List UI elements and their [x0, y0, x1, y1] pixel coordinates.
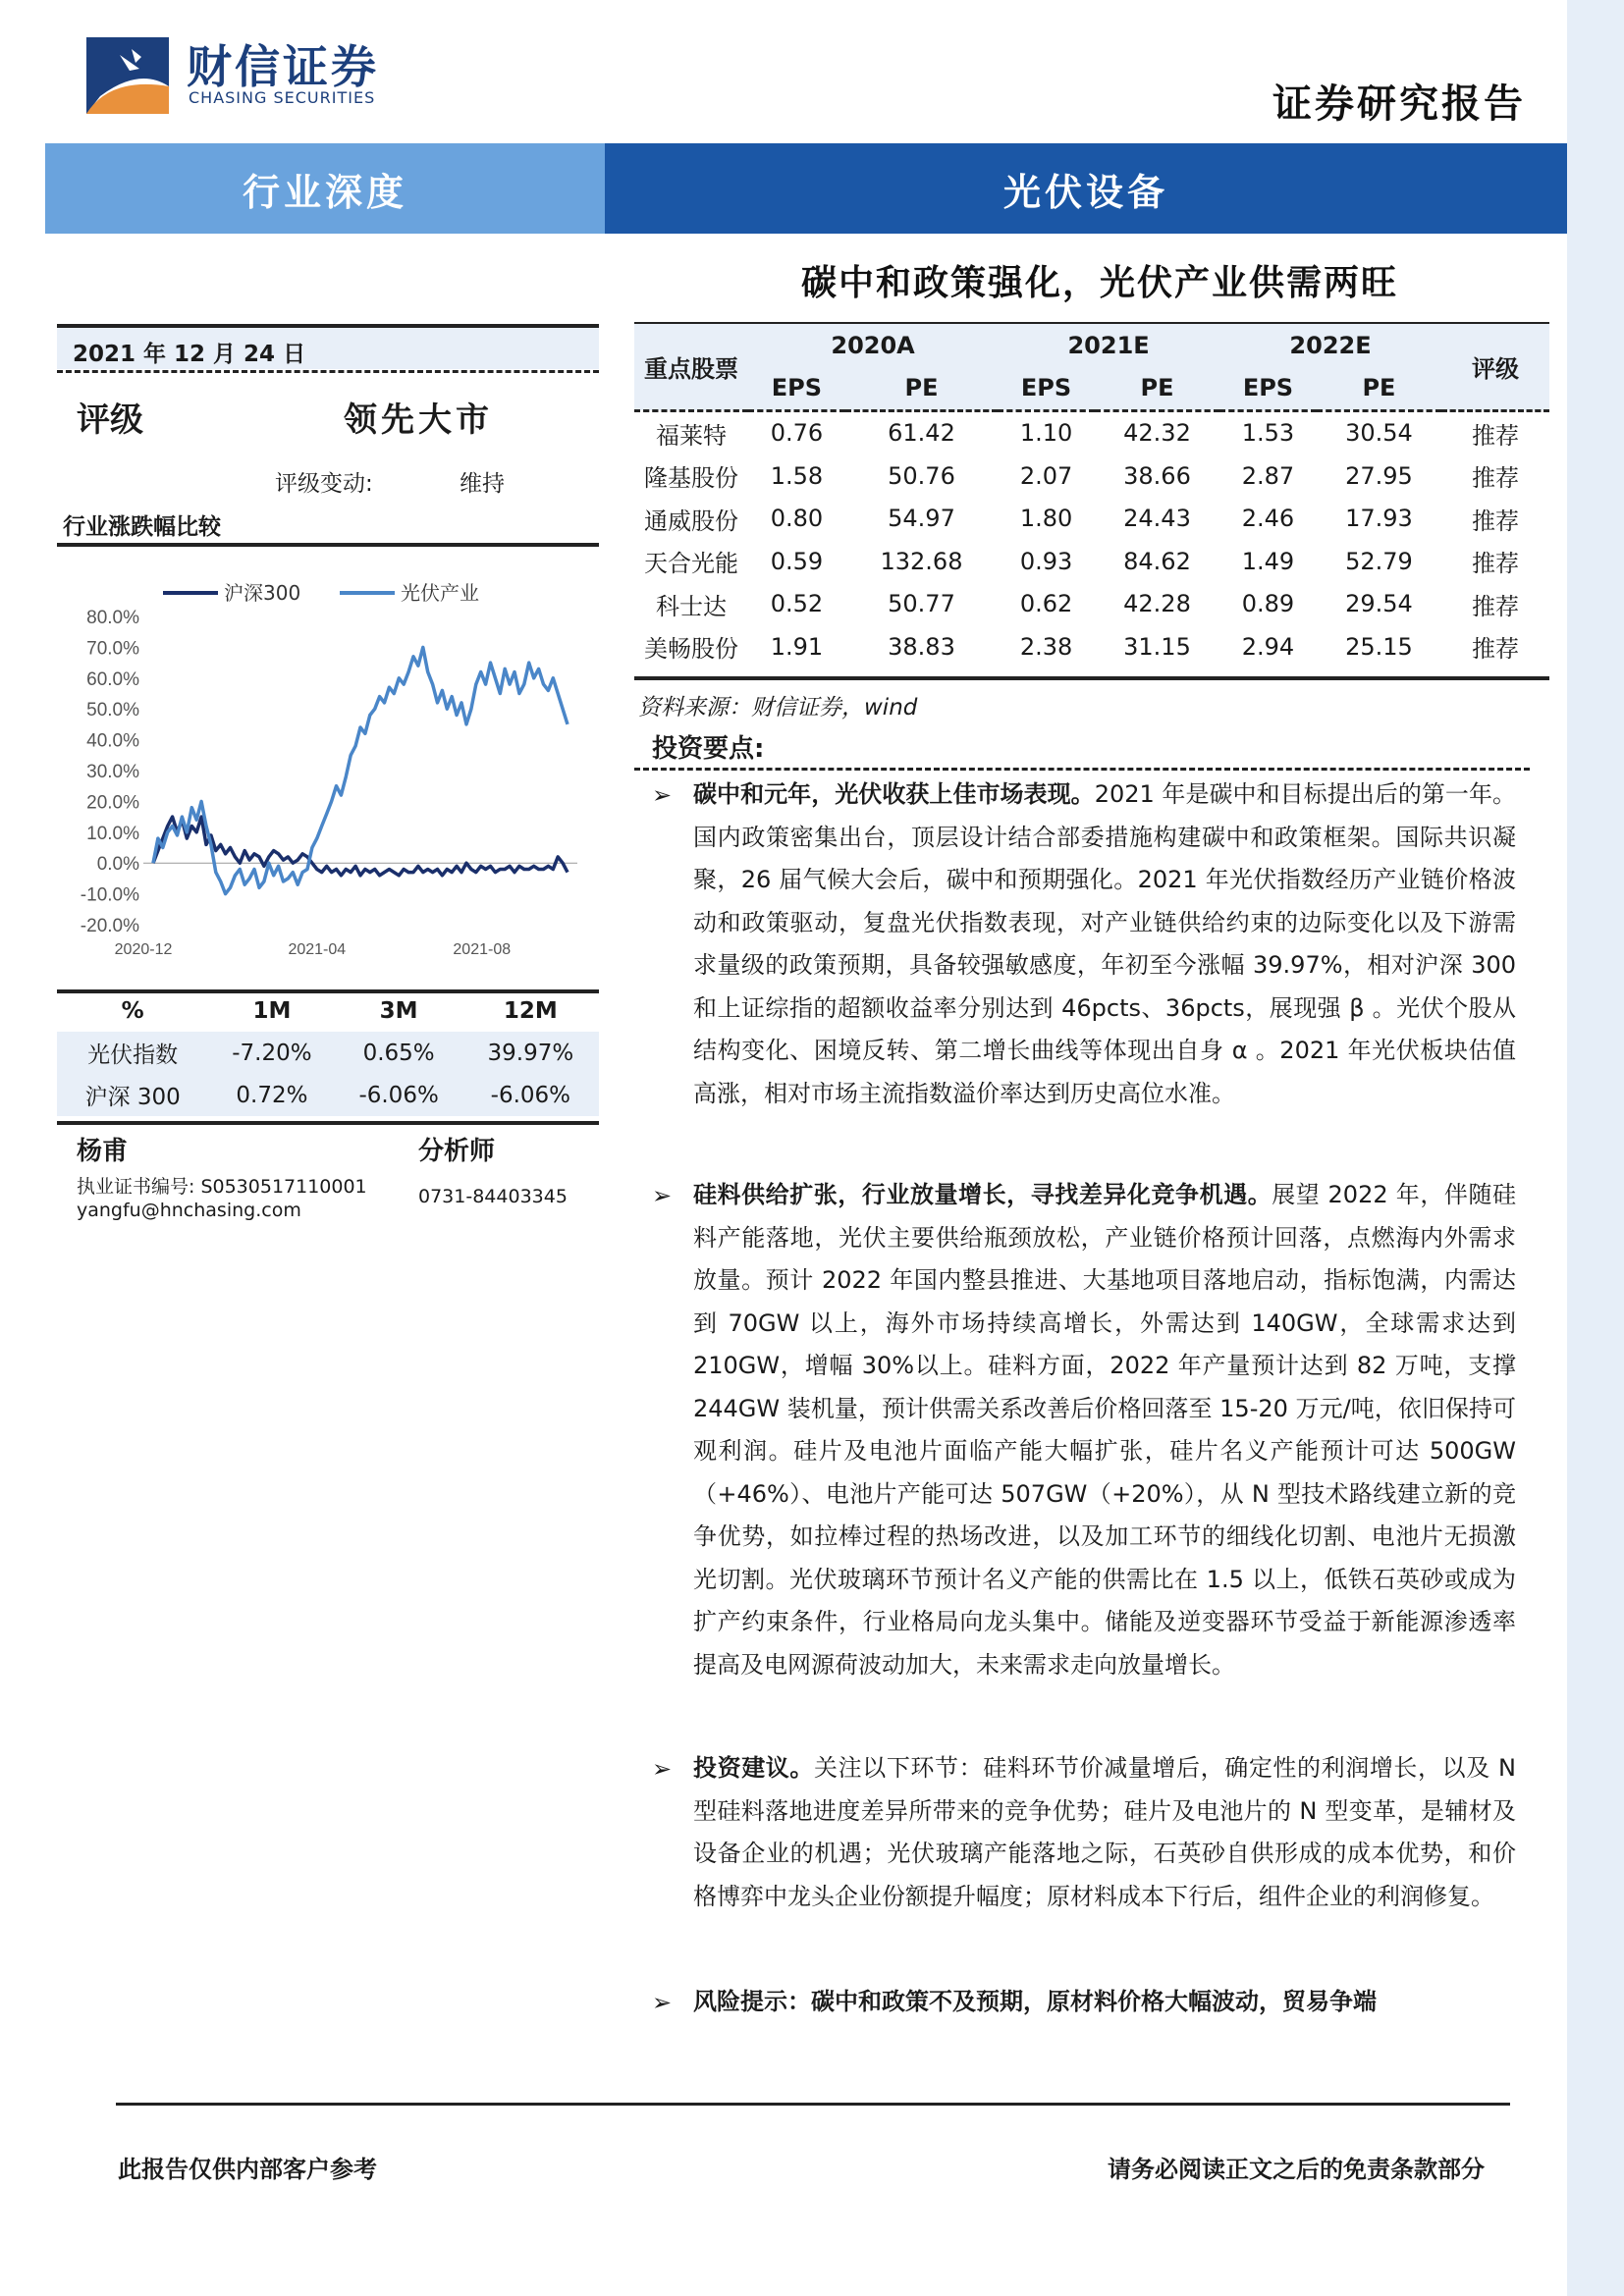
chart-lines — [153, 647, 568, 893]
report-date: 2021 年 12 月 24 日 — [73, 342, 306, 367]
legend-label: 光伏产业 — [401, 581, 479, 605]
stock-value-cell: 38.83 — [888, 632, 955, 661]
stock-value-cell: 50.76 — [888, 461, 955, 490]
stock-value-cell: 30.54 — [1345, 419, 1413, 448]
bullet-arrow-icon: ➢ — [652, 781, 673, 809]
bullet-arrow-icon: ➢ — [652, 1755, 673, 1783]
y-tick-label: 50.0% — [86, 700, 139, 721]
stock-name-cell: 天合光能 — [644, 550, 738, 578]
perf-cell: 39.97% — [487, 1040, 574, 1066]
perf-row — [57, 1032, 599, 1074]
paragraph-2-text: 展望 2022 年，伴随硅料产能落地，光伏主要供给瓶颈放松，产业链价格预计回落，点燃海内外需求放量。预计 2022 年国内整县推进、大基地项目落地启动，指标饱满，内需达到 70GW 以上，海外市场持续高增长，外需达到 140GW，全球需求达到 210GW，增幅 30%以上。硅料方面，2022 年产量预计达到 82 万吨，支撑 244GW 装机量，预计供需关系改善后价格回落至 15-20 万元/吨，依旧保持可观利润。硅片及电池片面临产能大幅扩张，硅片名义产能预计可达 500GW（+46%）、电池片产能可达 507GW（+20%），从 N 型技术路线建立新的竞争优势，如拉棒过程的热场改进，以及加工环节的细线化切割、电池片无损激光切割。光伏玻璃环节预计名义产能的供需比在 1.5 以上，低铁石英砂或成为扩产约束条件，行业格局向龙头集中。储能及逆变器环节受益于新能源渗透率提高及电网源荷波动加大，未来需求走向放量增长。 — [693, 1181, 1516, 1679]
stock-value-cell: 2.46 — [1241, 505, 1295, 533]
stock-value-cell: 0.62 — [1019, 590, 1073, 618]
perf-col-header: % — [121, 997, 144, 1024]
stock-value-cell: 52.79 — [1345, 547, 1413, 575]
stock-header-row-1 — [634, 324, 1549, 367]
performance-chart — [57, 569, 599, 962]
y-tick-label: 30.0% — [86, 762, 139, 782]
y-tick-label: 70.0% — [86, 638, 139, 660]
stock-rating-cell: 推荐 — [1472, 592, 1519, 620]
stock-value-cell: 61.42 — [888, 419, 955, 448]
analyst-phone: 0731-84403345 — [418, 1186, 568, 1207]
perf-cell: -7.20% — [232, 1040, 312, 1066]
stock-header-row-2 — [634, 367, 1549, 410]
date-rule — [57, 370, 599, 373]
x-tick-label: 2020-12 — [114, 941, 173, 958]
brand-logo-icon — [81, 27, 175, 118]
paragraph-4 — [693, 1981, 1516, 2024]
stock-row — [634, 410, 1549, 454]
bullet-arrow-icon: ➢ — [652, 1182, 673, 1209]
table-source: 资料来源：财信证券，wind — [638, 695, 918, 721]
stock-value-cell: 2.87 — [1241, 461, 1295, 490]
stock-name-cell: 美畅股份 — [644, 635, 738, 664]
paragraph-3-text: 关注以下环节：硅料环节价减量增后，确定性的利润增长，以及 N 型硅料落地进度差异所带来的竞争优势；硅片及电池片的 N 型变革，是辅材及设备企业的机遇；光伏玻璃产能落地之际，石英砂自供形成的成本优势，和价格博弈中龙头企业份额提升幅度；原材料成本下行后，组件企业的利润修复。 — [693, 1754, 1517, 1910]
section-rule — [634, 768, 1530, 771]
footer-left-note: 此报告仅供内部客户参考 — [118, 2156, 377, 2183]
y-tick-label: -20.0% — [80, 916, 139, 936]
stock-value-cell: 54.97 — [888, 505, 955, 533]
perf-col-header: 12M — [503, 997, 558, 1024]
chart-y-axis — [81, 608, 577, 936]
perf-cell: 光伏指数 — [87, 1042, 179, 1068]
legend-label: 沪深300 — [224, 581, 301, 605]
stock-value-cell: 25.15 — [1345, 632, 1413, 661]
footer-disclaimer-note: 请务必阅读正文之后的免责条款部分 — [1108, 2156, 1485, 2183]
eps-header: EPS — [1219, 367, 1317, 410]
stock-row — [634, 625, 1549, 668]
eps-header: EPS — [998, 367, 1095, 410]
stock-value-cell: 24.43 — [1123, 505, 1191, 533]
stock-bottom-rule — [634, 676, 1549, 680]
y-tick-label: 10.0% — [86, 823, 139, 844]
stock-value-cell: 1.58 — [770, 461, 824, 490]
chart-x-axis — [115, 941, 512, 958]
analyst-title: 分析师 — [418, 1137, 496, 1166]
performance-table — [57, 989, 599, 1116]
report-headline: 碳中和政策强化，光伏产业供需两旺 — [800, 263, 1398, 303]
footer-rule — [116, 2103, 1510, 2106]
rating-col-header: 评级 — [1441, 324, 1549, 410]
perf-header-row — [57, 989, 599, 1032]
stock-name-cell: 福莱特 — [656, 421, 727, 450]
analyst-name: 杨甫 — [77, 1137, 129, 1166]
stock-row — [634, 498, 1549, 541]
stock-value-cell: 1.53 — [1241, 419, 1295, 448]
stock-value-cell: 42.28 — [1123, 590, 1191, 618]
stock-value-cell: 50.77 — [888, 590, 955, 618]
stock-value-cell: 27.95 — [1345, 461, 1413, 490]
year-header: 2021E — [998, 324, 1219, 367]
perf-row — [57, 1074, 599, 1116]
stock-rating-cell: 推荐 — [1472, 464, 1519, 493]
stock-value-cell: 1.91 — [770, 632, 824, 661]
stock-rating-cell: 推荐 — [1472, 421, 1519, 450]
stock-value-cell: 1.49 — [1241, 547, 1295, 575]
perf-cell: 沪深 300 — [84, 1085, 181, 1110]
perf-cell: 0.72% — [236, 1082, 308, 1108]
right-margin-strip — [1567, 0, 1624, 2296]
stock-value-cell: 132.68 — [880, 547, 963, 575]
stock-value-cell: 1.80 — [1019, 505, 1073, 533]
report-type: 证券研究报告 — [1272, 81, 1526, 127]
paragraph-3-lead: 投资建议。 — [693, 1754, 815, 1782]
rating-value: 领先大市 — [344, 400, 493, 440]
stock-value-cell: 29.54 — [1345, 590, 1413, 618]
stock-value-cell: 31.15 — [1123, 632, 1191, 661]
y-tick-label: 60.0% — [86, 668, 139, 690]
rating-label: 评级 — [77, 400, 143, 440]
stock-value-cell: 42.32 — [1123, 419, 1191, 448]
y-tick-label: 40.0% — [86, 730, 139, 752]
perf-cell: 0.65% — [362, 1040, 435, 1066]
paragraph-1-text: 2021 年是碳中和目标提出后的第一年。国内政策密集出台，顶层设计结合部委措施构建碳中和政策框架。国际共识凝聚，26 届气候大会后，碳中和预期强化。2021 年光伏指数经历产业链价格波动和政策驱动，复盘光伏指数表现，对产业链供给约束的边际变化以及下游需求量级的政策预期，具备较强敏感度，年初至今涨幅 39.97%，相对沪深 300 和上证综指的超额收益率分别达到 46pcts、36pcts，展现强 β 。光伏个股从结构变化、困境反转、第二增长曲线等体现出自身 α 。2021 年光伏板块估值高涨，相对市场主流指数溢价率达到历史高位水准。 — [693, 780, 1516, 1107]
stock-value-cell: 0.76 — [770, 419, 824, 448]
paragraph-4-lead: 风险提示： — [693, 1988, 811, 2015]
stock-value-cell: 0.59 — [770, 547, 824, 575]
perf-cell: -6.06% — [490, 1082, 571, 1108]
stock-value-cell: 0.52 — [770, 590, 824, 618]
stock-value-cell: 2.07 — [1019, 461, 1073, 490]
section-title: 投资要点: — [652, 734, 765, 764]
eps-header: EPS — [748, 367, 845, 410]
pe-header: PE — [845, 367, 998, 410]
stock-value-cell: 0.89 — [1241, 590, 1295, 618]
stock-col-header: 重点股票 — [634, 324, 748, 410]
chart-top-rule — [57, 543, 599, 547]
stock-value-cell: 84.62 — [1123, 547, 1191, 575]
stock-rating-cell: 推荐 — [1472, 507, 1519, 535]
paragraph-4-text: 碳中和政策不及预期，原材料价格大幅波动，贸易争端 — [811, 1988, 1377, 2015]
stock-rating-cell: 推荐 — [1472, 635, 1519, 664]
category-band: 行业深度 — [45, 143, 605, 234]
stock-name-cell: 科士达 — [656, 592, 727, 620]
perf-col-header: 3M — [379, 997, 418, 1024]
bullet-arrow-icon: ➢ — [652, 1989, 673, 2016]
perf-bottom-rule — [57, 1121, 599, 1125]
stock-value-cell: 2.94 — [1241, 632, 1295, 661]
rating-change-label: 评级变动: — [275, 471, 373, 497]
stock-name-cell: 隆基股份 — [644, 464, 738, 493]
x-tick-label: 2021-04 — [288, 941, 347, 958]
paragraph-3 — [693, 1747, 1516, 1918]
x-tick-label: 2021-08 — [453, 941, 512, 958]
stock-rating-cell: 推荐 — [1472, 550, 1519, 578]
y-tick-label: 80.0% — [86, 608, 139, 628]
analyst-cert: 执业证书编号: S0530517110001 — [77, 1176, 367, 1198]
date-row — [57, 328, 599, 369]
industry-band: 光伏设备 — [605, 143, 1567, 234]
key-stocks-table — [634, 324, 1549, 668]
brand-name-en: CHASING SECURITIES — [189, 88, 376, 107]
series-line — [153, 647, 568, 893]
stock-value-cell: 0.80 — [770, 505, 824, 533]
year-header: 2020A — [748, 324, 998, 367]
paragraph-2 — [693, 1174, 1516, 1686]
y-tick-label: 20.0% — [86, 792, 139, 814]
chart-legend — [163, 581, 479, 605]
stock-name-cell: 通威股份 — [644, 507, 738, 535]
stock-row — [634, 583, 1549, 626]
brand-name-cn: 财信证券 — [187, 40, 379, 93]
y-tick-label: -10.0% — [80, 884, 139, 906]
chart-title: 行业涨跌幅比较 — [63, 514, 221, 540]
analyst-email[interactable]: yangfu@hnchasing.com — [77, 1200, 301, 1221]
perf-col-header: 1M — [252, 997, 292, 1024]
perf-cell: -6.06% — [358, 1082, 439, 1108]
stock-value-cell: 2.38 — [1019, 632, 1073, 661]
year-header: 2022E — [1219, 324, 1441, 367]
pe-header: PE — [1095, 367, 1219, 410]
stock-row — [634, 454, 1549, 498]
paragraph-1-lead: 碳中和元年，光伏收获上佳市场表现。 — [693, 780, 1095, 808]
pe-header: PE — [1317, 367, 1441, 410]
paragraph-1 — [693, 774, 1516, 1115]
stock-value-cell: 38.66 — [1123, 461, 1191, 490]
stock-row — [634, 540, 1549, 583]
stock-value-cell: 17.93 — [1345, 505, 1413, 533]
y-tick-label: 0.0% — [96, 854, 139, 876]
stock-value-cell: 0.93 — [1019, 547, 1073, 575]
paragraph-2-lead: 硅料供给扩张，行业放量增长，寻找差异化竞争机遇。 — [693, 1181, 1272, 1208]
rating-change-value: 维持 — [460, 471, 505, 497]
stock-value-cell: 1.10 — [1019, 419, 1073, 448]
